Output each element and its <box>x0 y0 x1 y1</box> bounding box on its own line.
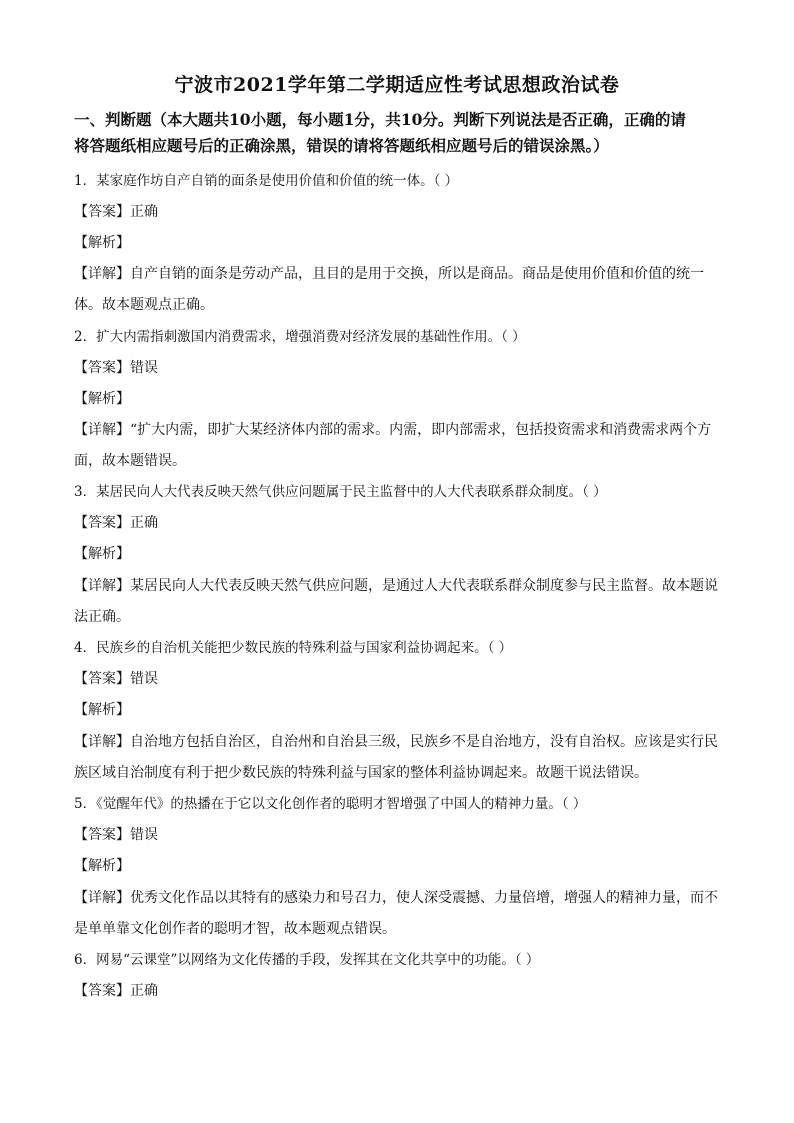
answer-value: 错误 <box>130 827 158 843</box>
question-1-detail-line-1 <box>74 263 724 285</box>
answer-value: 正确 <box>130 515 158 531</box>
detail-label: 【详解】 <box>74 266 130 282</box>
detail-text: 优秀文化作品以其特有的感染力和号召力，使人深受震撼、力量倍增，增强人的精神力量，而不 <box>130 890 718 906</box>
question-5-analysis-label: 【解析】 <box>74 858 130 874</box>
question-3-stem: 3．某居民向人大代表反映天然气供应问题属于民主监督中的人大代表联系群众制度。（ ） <box>74 484 607 500</box>
question-2-detail-line-1 <box>74 419 724 441</box>
answer-label: 【答案】 <box>74 827 130 843</box>
answer-value: 正确 <box>130 983 158 999</box>
question-1-detail-line-2: 体。故本题观点正确。 <box>74 297 214 313</box>
question-5-stem: 5．《觉醒年代》的热播在于它以文化创作者的聪明才智增强了中国人的精神力量。（ ） <box>74 796 587 812</box>
question-1-stem: 1．某家庭作坊自产自销的面条是使用价值和价值的统一体。（ ） <box>74 173 459 189</box>
detail-label: 【详解】 <box>74 422 130 438</box>
question-5-detail-line-2: 是单单靠文化创作者的聪明才智，故本题观点错误。 <box>74 921 396 937</box>
answer-label: 【答案】 <box>74 671 130 687</box>
section-heading-line-1: 一、判断题（本大题共10小题，每小题1分，共10分。判断下列说法是否正确，正确的请 <box>74 110 686 129</box>
question-2-stem: 2．扩大内需指刺激国内消费需求，增强消费对经济发展的基础性作用。（ ） <box>74 329 526 345</box>
answer-label: 【答案】 <box>74 204 130 220</box>
question-1-analysis-label: 【解析】 <box>74 235 130 251</box>
question-3-detail-line-1 <box>74 575 724 597</box>
question-1-answer <box>74 201 724 223</box>
detail-text: 某居民向人大代表反映天然气供应问题，是通过人大代表联系群众制度参与民主监督。故本题说 <box>130 578 718 594</box>
question-2-analysis-label: 【解析】 <box>74 391 130 407</box>
question-4-analysis-label: 【解析】 <box>74 702 130 718</box>
answer-label: 【答案】 <box>74 360 130 376</box>
question-5-answer <box>74 824 724 846</box>
section-heading <box>74 107 724 159</box>
question-2-answer <box>74 357 724 379</box>
answer-label: 【答案】 <box>74 515 130 531</box>
detail-label: 【详解】 <box>74 578 130 594</box>
detail-label: 【详解】 <box>74 890 130 906</box>
question-6-stem: 6．网易“云课堂”以网络为文化传播的手段，发挥其在文化共享中的功能。（ ） <box>74 952 540 968</box>
answer-value: 正确 <box>130 204 158 220</box>
answer-value: 错误 <box>130 671 158 687</box>
question-4-answer <box>74 668 724 690</box>
question-2-detail-line-2: 面，故本题错误。 <box>74 453 186 469</box>
question-3-analysis-label: 【解析】 <box>74 546 130 562</box>
detail-text: 自产自销的面条是劳动产品，且目的是用于交换，所以是商品。商品是使用价值和价值的统一 <box>130 266 704 282</box>
detail-text: 自治地方包括自治区，自治州和自治县三级，民族乡不是自治地方，没有自治权。应该是实行民 <box>130 734 718 750</box>
page-title: 宁波市2021学年第二学期适应性考试思想政治试卷 <box>174 74 620 96</box>
question-4-detail-line-1 <box>74 731 724 753</box>
answer-label: 【答案】 <box>74 983 130 999</box>
detail-text: “扩大内需，即扩大某经济体内部的需求。内需，即内部需求，包括投资需求和消费需求两个方 <box>130 422 712 438</box>
question-4-stem: 4．民族乡的自治机关能把少数民族的特殊利益与国家利益协调起来。（ ） <box>74 640 513 656</box>
question-4-detail-line-2: 族区域自治制度有利于把少数民族的特殊利益与国家的整体利益协调起来。故题干说法错误。 <box>74 765 648 781</box>
question-3-answer <box>74 512 724 534</box>
question-6-answer <box>74 980 724 1002</box>
question-3-detail-line-2: 法正确。 <box>74 609 130 625</box>
question-5-detail-line-1 <box>74 887 724 909</box>
section-heading-line-2: 将答题纸相应题号后的正确涂黑，错误的请将答题纸相应题号后的错误涂黑。） <box>74 136 609 155</box>
detail-label: 【详解】 <box>74 734 130 750</box>
answer-value: 错误 <box>130 360 158 376</box>
